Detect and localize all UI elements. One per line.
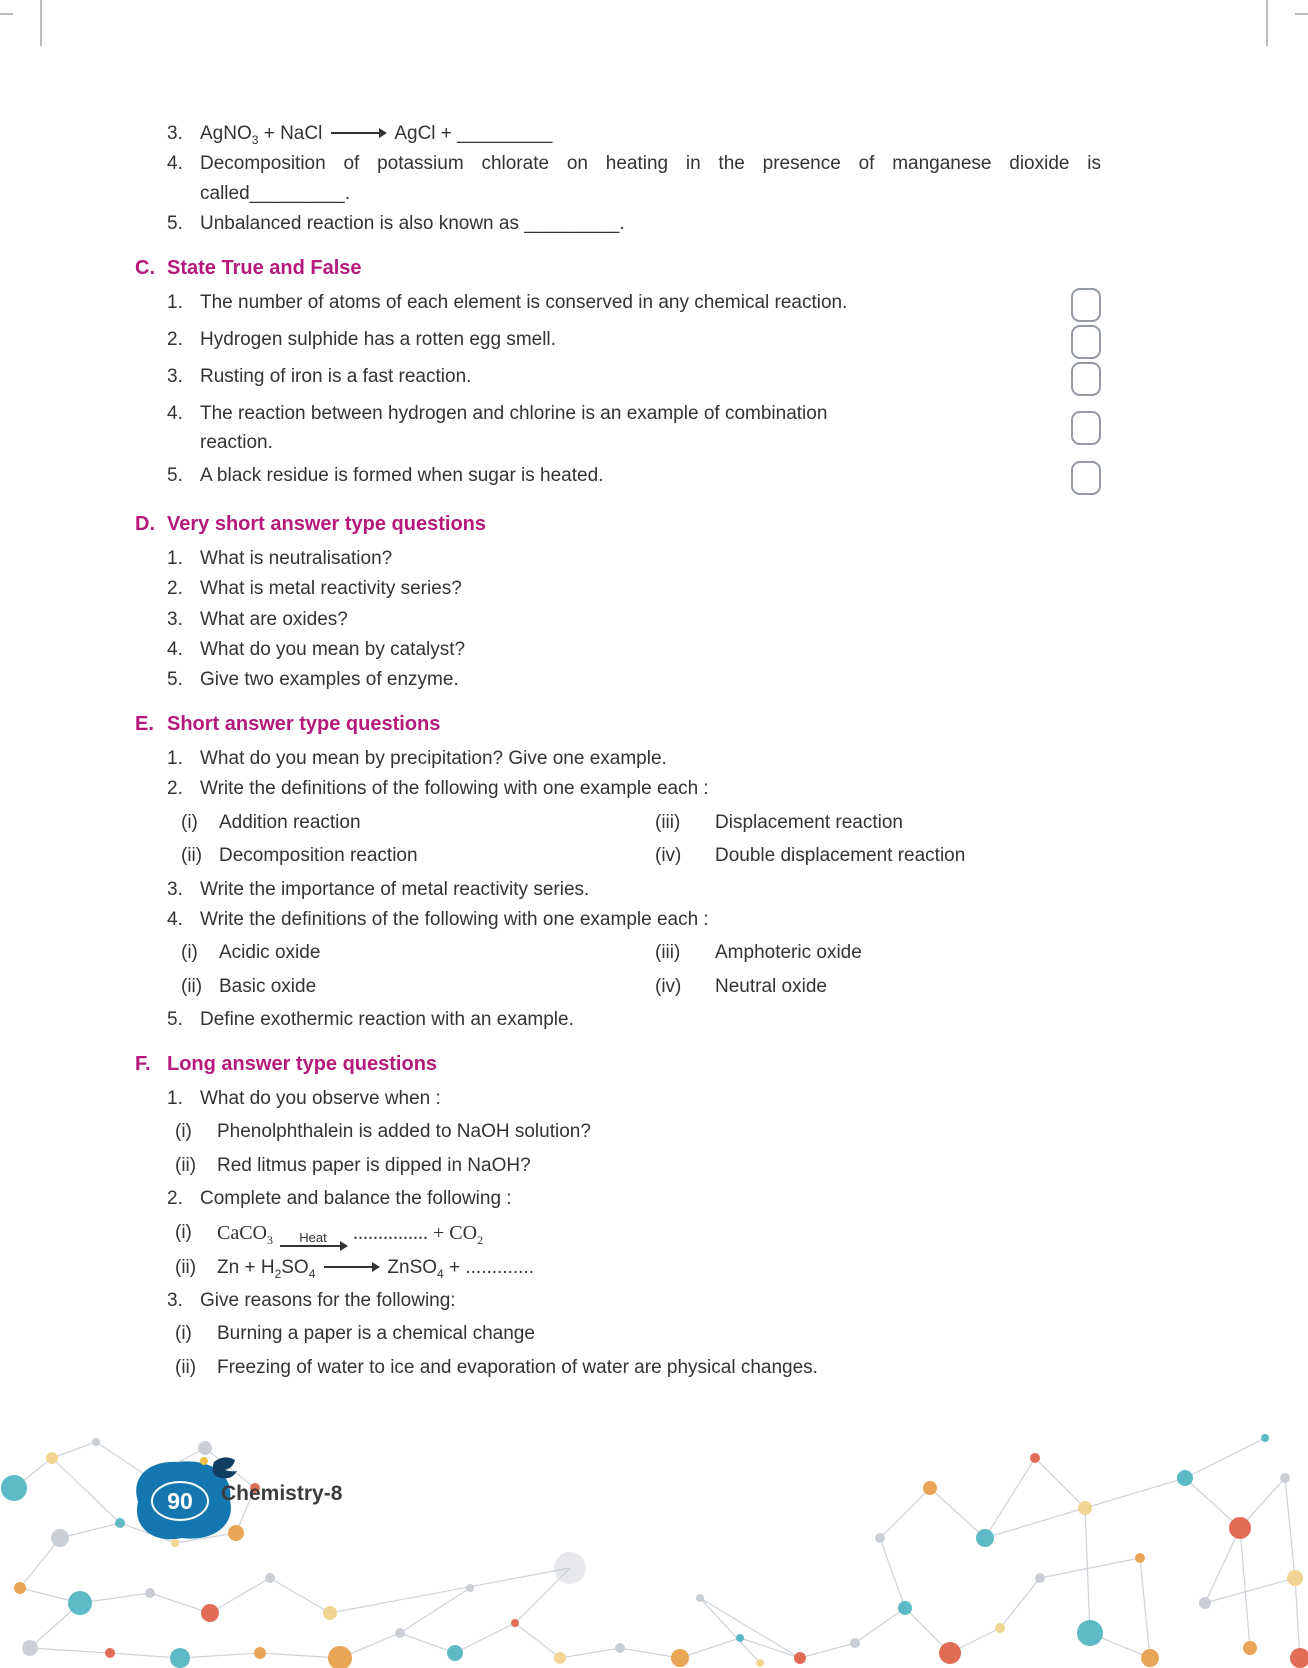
molecule-bond bbox=[60, 1523, 120, 1538]
sub-item-label: (ii) bbox=[175, 1154, 197, 1176]
molecule-node bbox=[14, 1582, 26, 1594]
molecule-bond bbox=[800, 1643, 855, 1658]
item-text: Complete and balance the following : bbox=[200, 1188, 512, 1210]
question-item bbox=[167, 905, 1101, 934]
molecule-node bbox=[254, 1647, 266, 1659]
molecule-bond bbox=[740, 1638, 800, 1658]
reaction-arrow-icon bbox=[331, 132, 385, 134]
sub-item bbox=[167, 1353, 1101, 1382]
sub-item-row bbox=[167, 841, 1101, 870]
molecule-bond bbox=[1205, 1528, 1240, 1603]
item-number: 5. bbox=[167, 1009, 183, 1031]
molecule-bond bbox=[150, 1593, 210, 1613]
sub-item-label: (iv) bbox=[655, 975, 682, 997]
sub-item bbox=[655, 938, 1101, 967]
molecule-node bbox=[939, 1642, 961, 1664]
sub-item-label: (i) bbox=[181, 811, 198, 833]
molecule-bond bbox=[180, 1653, 260, 1658]
molecule-node bbox=[1, 1475, 27, 1501]
molecule-node bbox=[328, 1646, 352, 1668]
section-heading bbox=[135, 1049, 1101, 1080]
book-title: Chemistry-8 bbox=[221, 1482, 343, 1505]
molecule-node bbox=[923, 1481, 937, 1495]
item-number: 2. bbox=[167, 1188, 183, 1210]
molecule-node bbox=[554, 1652, 566, 1664]
sub-item-text: Displacement reaction bbox=[715, 811, 903, 833]
reaction-arrow-icon bbox=[324, 1266, 378, 1268]
question-item bbox=[167, 149, 1101, 208]
item-number: 2. bbox=[167, 328, 183, 350]
molecule-node bbox=[1229, 1517, 1251, 1539]
item-text: Decomposition of potassium chlorate on heating in the presence of manganese dioxide is called_________. bbox=[200, 153, 1101, 204]
page-content bbox=[135, 118, 1101, 1386]
molecule-node bbox=[615, 1643, 625, 1653]
item-number: 5. bbox=[167, 464, 183, 486]
question-item bbox=[167, 1184, 1101, 1213]
molecule-bond bbox=[455, 1623, 515, 1653]
molecule-bond bbox=[560, 1648, 620, 1658]
molecule-node bbox=[511, 1619, 519, 1627]
section-heading bbox=[135, 253, 1101, 284]
question-item bbox=[167, 635, 1101, 664]
molecule-node bbox=[51, 1529, 69, 1547]
molecule-bond bbox=[1085, 1478, 1185, 1508]
section-letter: F. bbox=[135, 1052, 151, 1075]
question-item bbox=[167, 875, 1101, 904]
item-number: 1. bbox=[167, 1087, 183, 1109]
section-D bbox=[135, 509, 1101, 695]
page-number: 90 bbox=[167, 1488, 193, 1514]
sub-item-label: (i) bbox=[181, 942, 198, 964]
item-text: AgNO$_3$ + NaCl AgCl + _________ bbox=[200, 123, 553, 147]
sub-item-label: (ii) bbox=[181, 975, 203, 997]
heat-label: Heat bbox=[299, 1229, 327, 1245]
item-number: 4. bbox=[167, 909, 183, 930]
sub-item-label: (i) bbox=[175, 1121, 192, 1143]
crop-mark-top-right-horizontal bbox=[1295, 13, 1308, 15]
item-number: 1. bbox=[167, 547, 183, 569]
item-number: 1. bbox=[167, 747, 183, 769]
sub-item-text: Amphoteric oxide bbox=[715, 942, 862, 964]
fish-icon bbox=[213, 1457, 237, 1478]
molecule-bond bbox=[1185, 1478, 1240, 1528]
question-item bbox=[167, 1005, 1101, 1034]
sub-item-text: Phenolphthalein is added to NaOH solution? bbox=[217, 1121, 591, 1143]
arrow-line bbox=[280, 1245, 346, 1247]
molecule-node bbox=[92, 1438, 100, 1446]
sub-items bbox=[167, 938, 1101, 1001]
molecule-bond bbox=[330, 1568, 570, 1613]
crop-mark-top-left-vertical bbox=[40, 0, 42, 46]
sub-items bbox=[167, 808, 1101, 871]
molecule-bond bbox=[1040, 1558, 1140, 1578]
molecule-bond bbox=[620, 1648, 680, 1658]
section-F bbox=[135, 1049, 1101, 1383]
molecule-bond bbox=[20, 1538, 60, 1588]
section-items bbox=[135, 544, 1101, 695]
molecule-node bbox=[395, 1628, 405, 1638]
item-text: The number of atoms of each element is conserved in any chemical reaction. bbox=[200, 291, 848, 313]
molecule-bond bbox=[1205, 1578, 1295, 1603]
item-text: Unbalanced reaction is also known as _________. bbox=[200, 213, 625, 235]
item-number: 5. bbox=[167, 213, 183, 235]
question-item bbox=[167, 399, 1101, 458]
molecule-bond bbox=[1185, 1438, 1265, 1478]
crop-mark-top-right-vertical bbox=[1266, 0, 1268, 46]
molecule-bond bbox=[985, 1458, 1035, 1538]
sub-item bbox=[167, 841, 655, 870]
molecule-node bbox=[995, 1623, 1005, 1633]
sub-item-label: (ii) bbox=[181, 845, 203, 867]
sub-item-label: (iii) bbox=[655, 942, 681, 964]
item-text: What do you mean by precipitation? Give one example. bbox=[200, 747, 667, 769]
molecule-bond bbox=[210, 1578, 270, 1613]
item-number: 1. bbox=[167, 291, 183, 313]
heat-arrow-icon bbox=[280, 1231, 346, 1248]
molecule-bond bbox=[515, 1623, 560, 1658]
molecule-node bbox=[145, 1588, 155, 1598]
section-C bbox=[135, 253, 1101, 495]
section-items bbox=[135, 744, 1101, 1035]
true-false-checkbox[interactable] bbox=[1071, 461, 1101, 495]
molecule-node bbox=[1135, 1553, 1145, 1563]
question-item bbox=[167, 209, 1101, 238]
question-item bbox=[167, 288, 1101, 322]
sub-item-text: Burning a paper is a chemical change bbox=[217, 1323, 535, 1345]
sub-item-row bbox=[167, 938, 1101, 967]
question-item bbox=[167, 362, 1101, 396]
item-number: 2. bbox=[167, 578, 183, 600]
sub-item bbox=[167, 1253, 1101, 1282]
question-item bbox=[167, 461, 1101, 495]
sub-item-text: Double displacement reaction bbox=[715, 845, 966, 867]
molecule-bond bbox=[1240, 1528, 1250, 1648]
sub-item-label: (iv) bbox=[655, 845, 682, 867]
molecule-node bbox=[323, 1606, 337, 1620]
item-number: 2. bbox=[167, 778, 183, 800]
molecule-bond bbox=[400, 1588, 470, 1633]
question-item bbox=[167, 325, 1101, 359]
sub-item-row bbox=[167, 808, 1101, 837]
molecule-node bbox=[976, 1529, 994, 1547]
molecule-node bbox=[1177, 1470, 1193, 1486]
molecule-node bbox=[466, 1584, 474, 1592]
molecule-bond bbox=[700, 1598, 800, 1658]
molecule-node bbox=[198, 1441, 212, 1455]
molecule-bond bbox=[880, 1488, 930, 1538]
question-item bbox=[167, 1286, 1101, 1315]
molecule-node bbox=[736, 1634, 744, 1642]
molecule-bond bbox=[110, 1653, 180, 1658]
molecule-node bbox=[1199, 1597, 1211, 1609]
item-number: 4. bbox=[167, 153, 183, 175]
question-item bbox=[167, 744, 1101, 773]
section-title: Long answer type questions bbox=[167, 1052, 438, 1075]
molecule-bond bbox=[700, 1598, 760, 1663]
molecule-bond bbox=[985, 1508, 1085, 1538]
molecule-bond bbox=[1140, 1558, 1150, 1658]
molecule-node bbox=[1261, 1434, 1269, 1442]
true-false-checkbox[interactable] bbox=[1071, 325, 1101, 359]
section-items bbox=[135, 1084, 1101, 1383]
sub-items bbox=[167, 1218, 1101, 1282]
molecule-node bbox=[1280, 1473, 1290, 1483]
section-title: State True and False bbox=[167, 256, 362, 279]
molecule-node bbox=[68, 1591, 92, 1615]
item-number: 3. bbox=[167, 1289, 183, 1311]
molecule-node bbox=[794, 1652, 806, 1664]
sub-item-label: (i) bbox=[175, 1221, 192, 1243]
item-text: A black residue is formed when sugar is heated. bbox=[200, 464, 604, 486]
item-number: 5. bbox=[167, 669, 183, 691]
section-heading bbox=[135, 509, 1101, 540]
molecule-node bbox=[1290, 1648, 1308, 1668]
sub-item-label: (ii) bbox=[175, 1356, 197, 1378]
item-text: What do you observe when : bbox=[200, 1087, 441, 1109]
molecule-bond bbox=[855, 1608, 905, 1643]
molecule-node bbox=[1243, 1641, 1257, 1655]
item-text: What are oxides? bbox=[200, 608, 348, 630]
molecule-node bbox=[1078, 1501, 1092, 1515]
molecule-node bbox=[105, 1648, 115, 1658]
molecule-node bbox=[850, 1638, 860, 1648]
sub-item bbox=[167, 1151, 1101, 1180]
question-item bbox=[167, 544, 1101, 573]
molecule-node bbox=[447, 1645, 463, 1661]
molecule-node bbox=[1030, 1453, 1040, 1463]
question-item bbox=[167, 1084, 1101, 1113]
sub-item bbox=[655, 841, 1101, 870]
molecule-bond bbox=[52, 1458, 120, 1523]
crop-mark-top-left-horizontal bbox=[0, 13, 13, 15]
item-text: Give reasons for the following: bbox=[200, 1289, 456, 1311]
sub-item-label: (ii) bbox=[175, 1256, 197, 1278]
sub-item bbox=[167, 808, 655, 837]
section-E bbox=[135, 709, 1101, 1035]
molecule-bond bbox=[1285, 1478, 1295, 1578]
section-letter: E. bbox=[135, 712, 154, 735]
sub-item bbox=[167, 938, 655, 967]
section-title: Short answer type questions bbox=[167, 712, 441, 735]
molecule-node bbox=[22, 1640, 38, 1656]
molecule-node bbox=[756, 1659, 764, 1667]
sub-item-label: (i) bbox=[175, 1323, 192, 1345]
molecule-bond bbox=[1035, 1458, 1085, 1508]
sub-items bbox=[167, 1117, 1101, 1180]
item-text: What do you mean by catalyst? bbox=[200, 638, 466, 660]
section-letter: D. bbox=[135, 512, 155, 535]
molecule-bond bbox=[1000, 1578, 1040, 1628]
molecule-bond bbox=[30, 1648, 110, 1653]
true-false-checkbox[interactable] bbox=[1071, 288, 1101, 322]
item-number: 3. bbox=[167, 878, 183, 900]
item-text: What is neutralisation? bbox=[200, 547, 393, 569]
sub-item bbox=[167, 1319, 1101, 1348]
true-false-checkbox[interactable] bbox=[1071, 362, 1101, 396]
item-text: Define exothermic reaction with an example. bbox=[200, 1009, 574, 1031]
section-items bbox=[135, 288, 1101, 495]
sub-item bbox=[167, 1218, 1101, 1249]
molecule-bond bbox=[680, 1638, 740, 1658]
sub-item-row bbox=[167, 972, 1101, 1001]
item-text: Rusting of iron is a fast reaction. bbox=[200, 365, 472, 387]
item-number: 3. bbox=[167, 123, 183, 144]
molecule-node bbox=[1035, 1573, 1045, 1583]
section-letter: C. bbox=[135, 256, 155, 279]
question-item bbox=[167, 665, 1101, 694]
molecule-node bbox=[554, 1552, 586, 1584]
molecule-node bbox=[898, 1601, 912, 1615]
sub-item-text: Red litmus paper is dipped in NaOH? bbox=[217, 1154, 531, 1176]
molecule-node bbox=[1287, 1570, 1303, 1586]
molecule-node bbox=[201, 1604, 219, 1622]
sub-item-text: CaCO$_3$ Heat ............... + $CO_2$ bbox=[217, 1221, 484, 1247]
molecule-bond bbox=[880, 1538, 905, 1608]
sub-item bbox=[655, 972, 1101, 1001]
sub-item bbox=[167, 972, 655, 1001]
question-item bbox=[167, 605, 1101, 634]
sub-item-text: Neutral oxide bbox=[715, 975, 827, 997]
item-number: 4. bbox=[167, 638, 183, 660]
page-footer bbox=[0, 1418, 1308, 1668]
molecule-node bbox=[46, 1452, 58, 1464]
sub-item bbox=[167, 1117, 1101, 1146]
question-item bbox=[167, 119, 1101, 148]
molecule-node bbox=[1077, 1620, 1103, 1646]
molecule-node bbox=[875, 1533, 885, 1543]
sub-item bbox=[655, 808, 1101, 837]
sub-item-label: (iii) bbox=[655, 811, 681, 833]
molecule-bond bbox=[1295, 1578, 1300, 1658]
molecule-bond bbox=[260, 1653, 340, 1658]
badge-dot bbox=[200, 1457, 208, 1465]
item-number: 3. bbox=[167, 608, 183, 630]
item-text: The reaction between hydrogen and chlorine is an example of combination reaction. bbox=[200, 402, 828, 454]
sub-item-text: Basic oxide bbox=[219, 975, 317, 997]
item-text: Write the definitions of the following with one example each : bbox=[200, 909, 709, 930]
molecule-node bbox=[170, 1648, 190, 1668]
sub-item-text: Acidic oxide bbox=[219, 942, 321, 964]
item-text: Give two examples of enzyme. bbox=[200, 669, 459, 691]
molecule-bond bbox=[930, 1488, 985, 1538]
molecule-bond bbox=[270, 1578, 330, 1613]
molecule-bond bbox=[400, 1633, 455, 1653]
molecule-node bbox=[265, 1573, 275, 1583]
sub-items bbox=[167, 1319, 1101, 1382]
item-text: Write the importance of metal reactivity series. bbox=[200, 878, 590, 900]
question-item bbox=[167, 774, 1101, 803]
molecule-bond bbox=[52, 1442, 96, 1458]
molecule-node bbox=[696, 1594, 704, 1602]
item-text: Write the definitions of the following with one example each : bbox=[200, 778, 709, 800]
true-false-checkbox[interactable] bbox=[1071, 411, 1101, 445]
intro-items bbox=[135, 119, 1101, 239]
sub-item-text: Addition reaction bbox=[219, 811, 361, 833]
item-number: 4. bbox=[167, 402, 183, 424]
sub-item-text: Decomposition reaction bbox=[219, 845, 418, 867]
sub-item-text: $Zn + H_2SO_4$ ZnSO$_4$ + ............. bbox=[217, 1256, 534, 1281]
question-item bbox=[167, 574, 1101, 603]
molecule-node bbox=[1141, 1649, 1159, 1667]
item-text: Hydrogen sulphide has a rotten egg smell. bbox=[200, 328, 556, 350]
sections bbox=[135, 253, 1101, 1383]
section-title: Very short answer type questions bbox=[167, 512, 486, 535]
section-heading bbox=[135, 709, 1101, 740]
item-number: 3. bbox=[167, 365, 183, 387]
sub-item-text: Freezing of water to ice and evaporation of water are physical changes. bbox=[217, 1356, 818, 1378]
molecule-node bbox=[671, 1649, 689, 1667]
molecule-bond bbox=[1085, 1508, 1090, 1633]
item-text: What is metal reactivity series? bbox=[200, 578, 462, 600]
